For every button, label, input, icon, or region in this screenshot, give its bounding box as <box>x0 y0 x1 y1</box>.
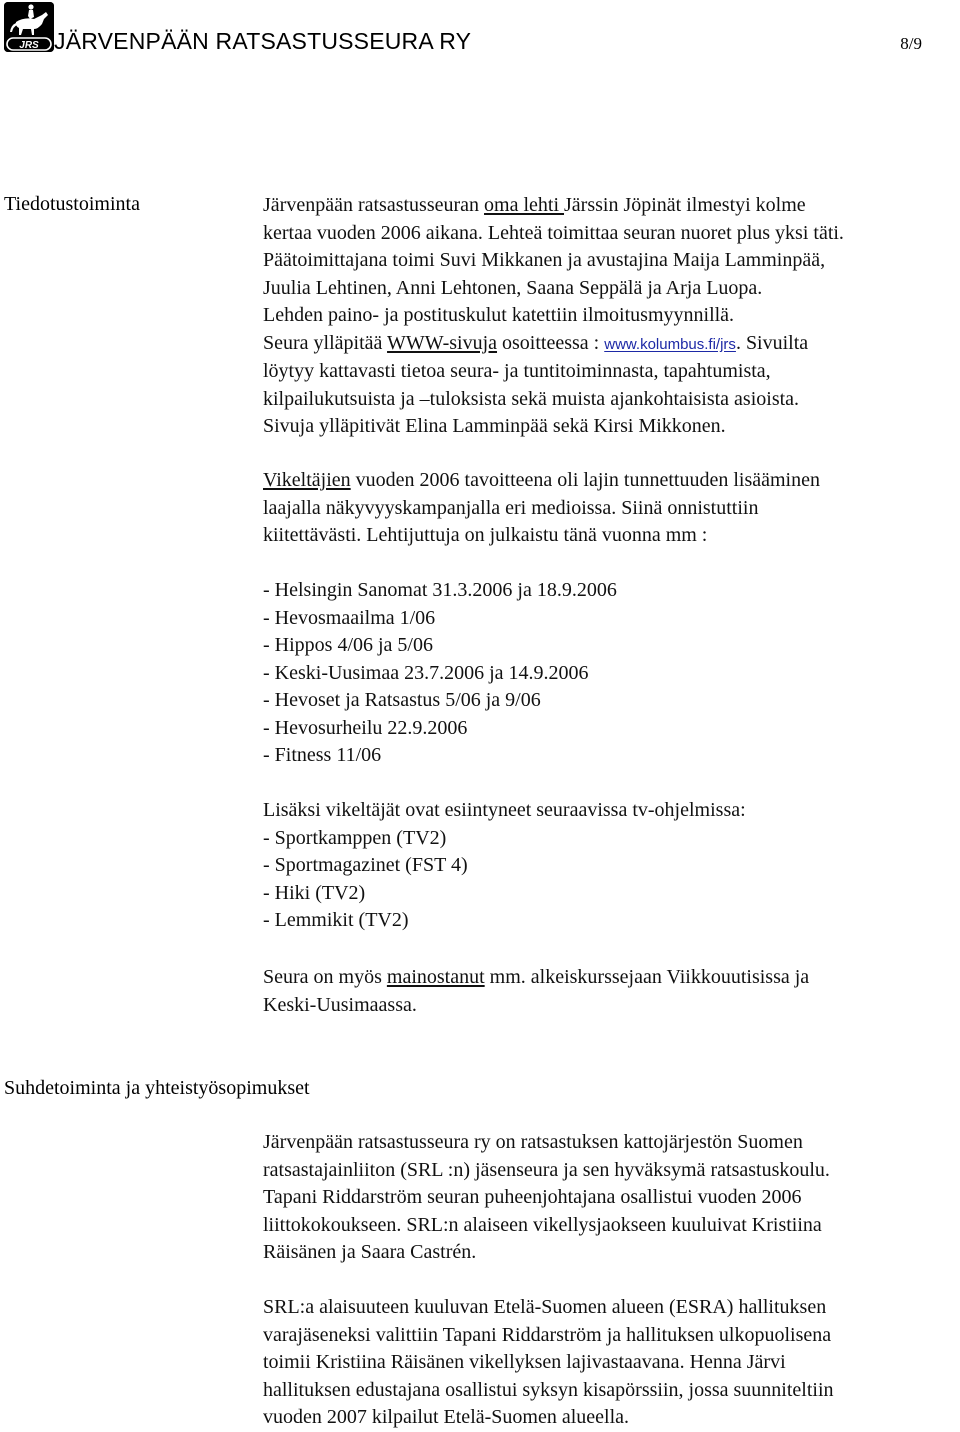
text-line: Tapani Riddarström seuran puheenjohtajana osallistui vuoden 2006 <box>263 1186 802 1208</box>
oma-lehti-link[interactable]: oma lehti <box>484 194 565 216</box>
text-line: kilpailukutsuista ja –tuloksista sekä muista ajankohtaisista asioista. <box>263 387 800 410</box>
tv-intro: Lisäksi vikeltäjät ovat esiintyneet seuraavissa tv-ohjelmissa: <box>263 799 746 821</box>
list-item: - Hippos 4/06 ja 5/06 <box>263 634 433 656</box>
text-span: . Sivuilta <box>735 331 809 354</box>
list-item: - Sportkamppen (TV2) <box>263 826 447 849</box>
text-line: Juulia Lehtinen, Anni Lehtonen, Saana Seppälä ja Arja Luopa. <box>263 276 763 299</box>
text-line: Lehden paino- ja postituskulut katettiin ilmoitusmyynnillä. <box>263 304 735 326</box>
paragraph-vikeltajat <box>263 467 953 550</box>
text-line: ratsastajainliiton (SRL :n) jäsenseura ja sen hyväksymä ratsastuskoulu. <box>263 1158 830 1181</box>
mainostanut-link[interactable]: mainostanut <box>386 966 485 988</box>
section-heading-tiedotustoiminta: Tiedotustoiminta <box>4 193 140 215</box>
text-line: Päätoimittajana toimi Suvi Mikkanen ja avustajina Maija Lamminpää, <box>263 249 826 271</box>
list-item: - Fitness 11/06 <box>263 744 382 766</box>
text-span: osoitteessa : <box>497 331 605 354</box>
paragraph-srl-membership <box>263 1129 953 1267</box>
list-item: - Hevosurheilu 22.9.2006 <box>263 716 468 739</box>
text-line: Räisänen ja Saara Castrén. <box>263 1241 477 1263</box>
vikeltajien-link[interactable]: Vikeltäjien <box>263 469 351 491</box>
text-line: Keski-Uusimaassa. <box>263 993 417 1016</box>
text-line <box>263 192 953 220</box>
list-item: - Keski-Uusimaa 23.7.2006 ja 14.9.2006 <box>263 661 589 684</box>
text-line: SRL:a alaisuuteen kuuluvan Etelä-Suomen alueen (ESRA) hallituksen <box>263 1296 827 1318</box>
organization-title: JÄRVENPÄÄN RATSASTUSSEURA RY <box>54 28 472 54</box>
text-line: toimii Kristiina Räisänen vikellyksen lajivastaavana. Henna Järvi <box>263 1351 786 1373</box>
www-sivuja-link[interactable]: WWW-sivuja <box>387 331 498 354</box>
text-line: hallituksen edustajana osallistui syksyn kisapörssiin, jossa suunniteltiin <box>263 1378 834 1401</box>
tv-appearances-list <box>263 797 953 935</box>
text-line <box>263 964 953 992</box>
text-span: Seura ylläpitää <box>263 331 388 354</box>
text-line <box>263 330 953 359</box>
text-line: löytyy kattavasti tietoa seura- ja tuntitoiminnasta, tapahtumista, <box>263 360 771 382</box>
paragraph-esra <box>263 1294 953 1432</box>
list-item: - Hevosmaailma 1/06 <box>263 606 436 629</box>
text-span: Järssin Jöpinät ilmestyi kolme <box>564 194 806 216</box>
text-line: Järvenpään ratsastusseura ry on ratsastuksen kattojärjestön Suomen <box>263 1131 803 1153</box>
list-item: - Helsingin Sanomat 31.3.2006 ja 18.9.2006 <box>263 579 617 601</box>
text-line: laajalla näkyvyyskampanjalla eri medioissa. Siinä onnistuttiin <box>263 496 759 519</box>
logo-text: JRS <box>19 40 39 51</box>
text-line: kertaa vuoden 2006 aikana. Lehteä toimittaa seuran nuoret plus yksi täti. <box>263 221 844 244</box>
section-heading-suhdetoiminta: Suhdetoiminta ja yhteistyösopimukset <box>4 1077 310 1099</box>
list-item: - Hevoset ja Ratsastus 5/06 ja 9/06 <box>263 689 541 711</box>
text-line: liittokokoukseen. SRL:n alaiseen vikellysjaokseen kuuluivat Kristiina <box>263 1213 822 1236</box>
text-line: vuoden 2007 kilpailut Etelä-Suomen alueella. <box>263 1406 630 1428</box>
text-line: varajäseneksi valittiin Tapani Riddarström ja hallituksen ulkopuolisena <box>263 1323 832 1346</box>
page-number: 8/9 <box>900 34 922 53</box>
paragraph-advertising <box>263 964 953 1019</box>
text-line <box>263 467 953 495</box>
page-header <box>0 0 960 70</box>
text-span: vuoden 2006 tavoitteena oli lajin tunnettuuden lisääminen <box>350 469 820 491</box>
press-coverage-list <box>263 577 953 770</box>
text-span: Seura on myös <box>263 966 387 988</box>
horse-rider-icon <box>4 2 54 52</box>
text-span: mm. alkeiskurssejaan Viikkouutisissa ja <box>484 966 810 988</box>
list-item: - Lemmikit (TV2) <box>263 909 409 931</box>
paragraph-newsletter-website <box>263 192 953 441</box>
website-url-link[interactable]: www.kolumbus.fi/jrs <box>604 335 736 353</box>
text-span: Järvenpään ratsastusseuran <box>263 194 485 216</box>
list-item: - Hiki (TV2) <box>263 881 366 904</box>
text-line: kiitettävästi. Lehtijuttuja on julkaistu tänä vuonna mm : <box>263 524 708 546</box>
club-logo <box>4 2 54 52</box>
list-item: - Sportmagazinet (FST 4) <box>263 854 468 876</box>
text-line: Sivuja ylläpitivät Elina Lamminpää sekä Kirsi Mikkonen. <box>263 415 726 437</box>
